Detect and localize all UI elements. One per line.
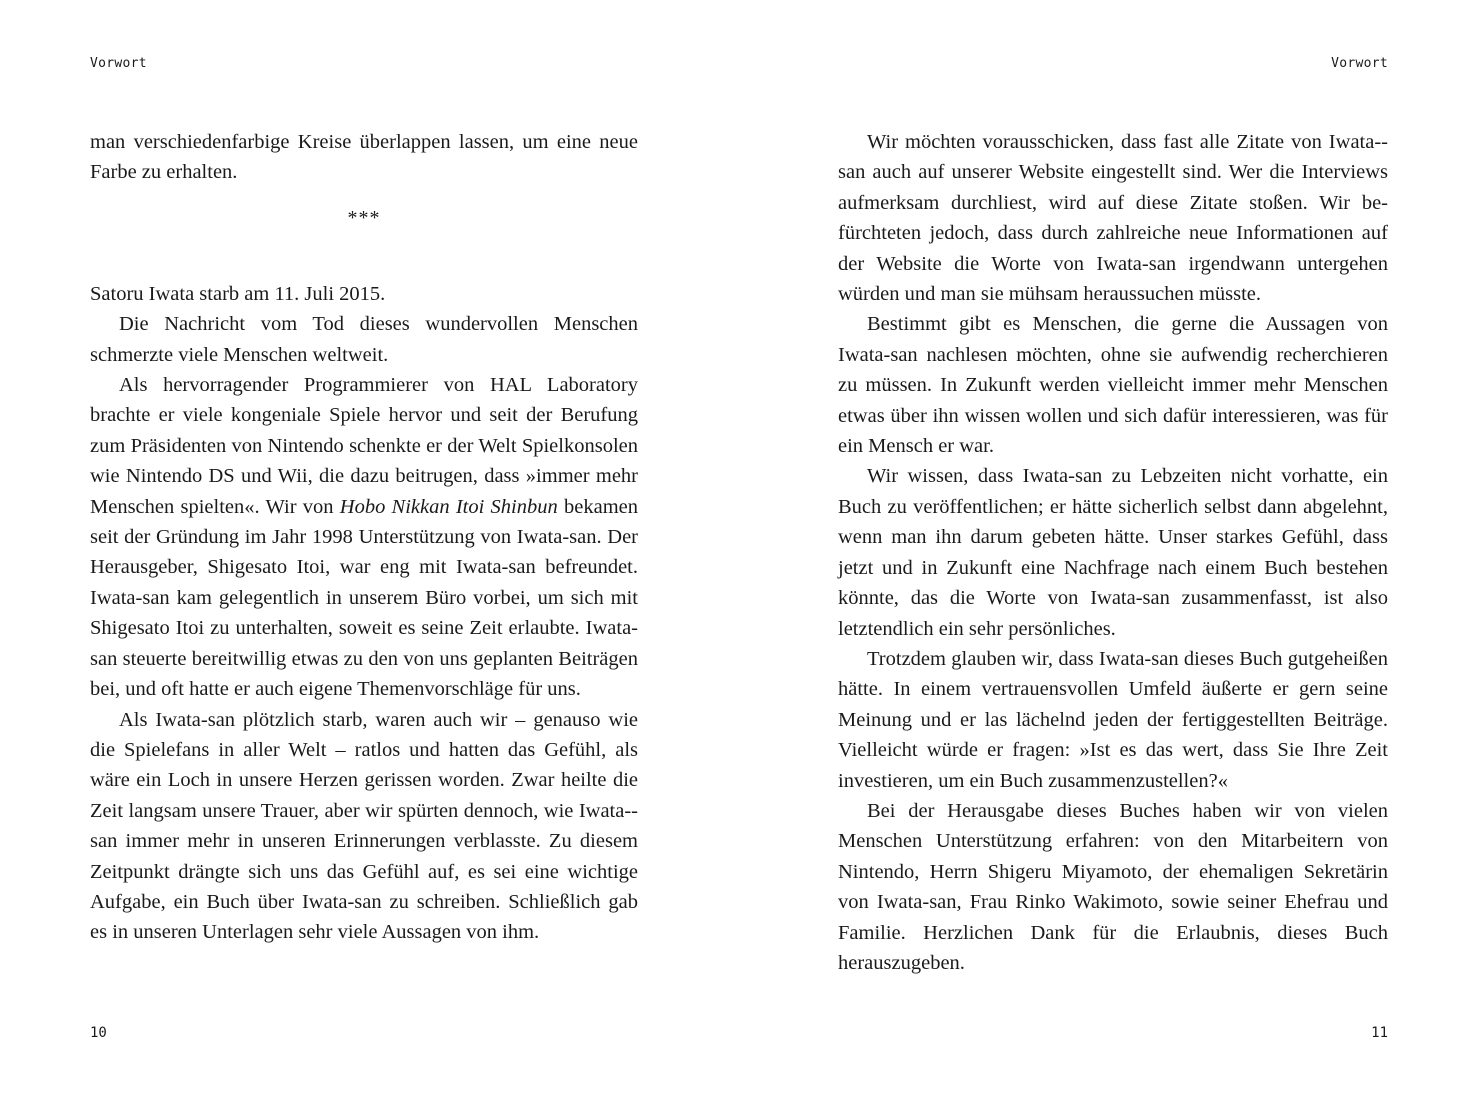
paragraph-3 (90, 370, 638, 704)
paragraph-3-part-a: Als hervorragender Programmierer von HAL Laboratory brachte er viele kongeniale Spiele hervor und seit der Berufung zum Präsidenten von Nintendo schenkte er der Welt Spielkonsolen wie Nintendo DS und Wii, die dazu beitrugen, dass »immer mehr Menschen spielten«. Wir von (90, 374, 638, 518)
running-head-left: Vorwort (90, 56, 147, 71)
page-number-left: 10 (90, 1025, 107, 1041)
continued-paragraph: man verschiedenfarbige Kreise überlappen lassen, um eine neue Farbe zu erhalten. (90, 131, 638, 184)
paragraph-3-part-b: bekamen seit der Gründung im Jahr 1998 Unterstützung von Iwata-san. Der Herausgeber, Shigesato Itoi, war eng mit Iwata-san befreundet. Iwata-san kam gelegentlich in unserem Büro vorbei, um sich mit Shigesato Itoi zu unterhalten, soweit es seine Zeit erlaubte. Iwata-san steuerte bereitwillig etwas zu den von uns geplanten Beiträgen bei, und oft hatte er auch eigene Themenvorschläge für uns. (90, 495, 638, 701)
paragraph-3: Wir wissen, dass Iwata-san zu Lebzeiten nicht vorhatte, ein Buch zu veröffentlichen; er hätte sicherlich selbst dann abgelehnt, wenn man ihn darum gebeten hätte. Unser starkes Gefühl, dass jetzt und in Zukunft eine Nachfrage nach einem Buch bestehen könnte, das die Worte von Iwata-san zusammenfasst, ist also letztendlich ein sehr persönliches. (838, 465, 1388, 640)
paragraph-1: Wir möchten vorausschicken, dass fast alle Zitate von Iwata-san auch auf unserer Website eingestellt sind. Wer die Interviews aufmerksam durchliest, wird auf diese Zitate stoßen. Wir befürchteten jedoch, dass durch zahlreiche neue Informationen auf der Website die Worte von Iwata-san irgendwann untergehen würden und man sie mühsam heraussuchen müsste. (838, 131, 1388, 306)
section-separator: *** (347, 206, 381, 229)
paragraph-2: Die Nachricht vom Tod dieses wundervollen Menschen schmerzte viele Menschen weltweit. (90, 313, 638, 366)
publication-title: Hobo Nikkan Itoi Shinbun (339, 495, 558, 518)
running-head-right: Vorwort (1331, 56, 1388, 71)
right-page-body (838, 127, 1388, 978)
paragraph-5: Bei der Herausgabe dieses Buches haben wir von vielen Menschen Unterstützung erfahren: von den Mitarbeitern von Nintendo, Herrn Shigeru Miyamoto, der ehemaligen Sekretärin von Iwata-san, Frau Rinko Wakimoto, sowie seiner Ehefrau und Familie. Herzlichen Dank für die Erlaubnis, dieses Buch herauszugeben. (838, 799, 1388, 974)
paragraph-4: Als Iwata-san plötzlich starb, waren auch wir – genauso wie die Spielefans in aller Welt – ratlos und hatten das Gefühl, als wäre ein Loch in unsere Herzen gerissen worden. Zwar heilte die Zeit langsam unsere Trauer, aber wir spürten dennoch, wie Iwata-san immer mehr in unseren Erinnerungen verblasste. Zu diesem Zeitpunkt drängte sich uns das Gefühl auf, es sei eine wichtige Aufgabe, ein Buch über Iwata-san zu schreiben. Schließlich gab es in unseren Unterlagen sehr viele Aussagen von ihm. (90, 708, 638, 944)
paragraph-1: Satoru Iwata starb am 11. Juli 2015. (90, 282, 386, 305)
left-page-body (90, 127, 638, 948)
paragraph-2: Bestimmt gibt es Menschen, die gerne die Aussagen von Iwata-san nachlesen möchten, ohne sie aufwendig recherchieren zu müssen. In Zukunft werden vielleicht immer mehr Menschen etwas über ihn wissen wollen und sich dafür interessieren, was für ein Mensch er war. (838, 313, 1388, 458)
left-page (90, 0, 638, 1104)
page-number-right: 11 (1371, 1025, 1388, 1041)
paragraph-4: Trotzdem glauben wir, dass Iwata-san dieses Buch gutgeheißen hätte. In einem vertrauensvollen Umfeld äußerte er gern seine Meinung und er las lächelnd jeden der fertiggestellten Beiträge. Vielleicht würde er fragen: »Ist es das wert, dass Sie Ihre Zeit investieren, um ein Buch zusammenzustellen?« (838, 647, 1388, 792)
right-page (838, 0, 1388, 1104)
